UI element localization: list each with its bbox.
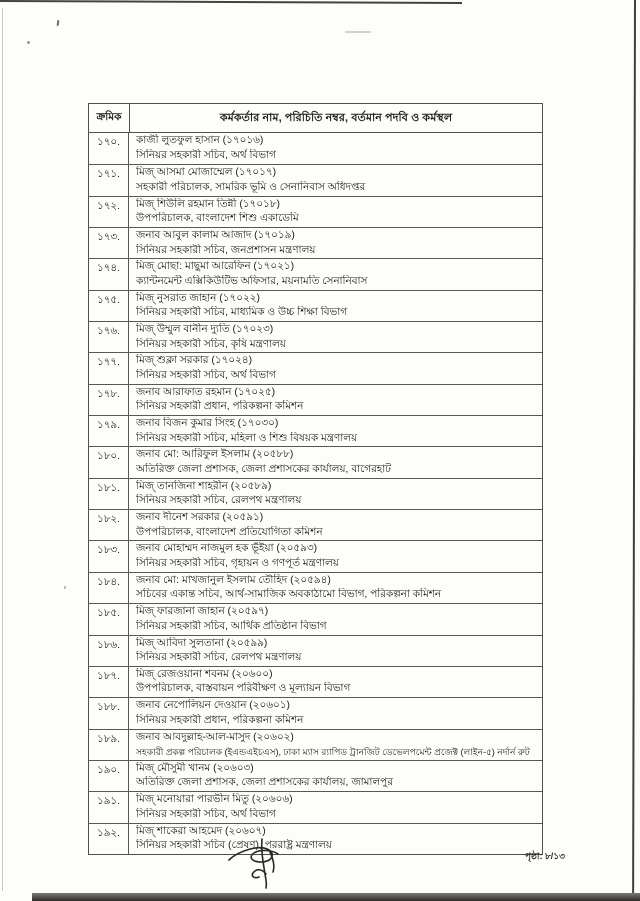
details-cell	[129, 573, 542, 603]
header-details: কর্মকর্তার নাম, পরিচিতি নম্বর, বর্তমান পদবি ও কর্মস্থল	[219, 111, 453, 124]
officer-name: মিজ্‌ শাকেরা আহমেদ (২০৬০৭)	[136, 825, 266, 837]
table-row	[89, 572, 542, 603]
details-cell	[129, 197, 542, 227]
table-row	[89, 352, 542, 383]
officer-position: উপপরিচালক, বাস্তবায়ন পরিবীক্ষণ ও মূল্যায়ন বিভাগ	[136, 683, 351, 695]
serial-cell: ১৯১.	[89, 792, 129, 822]
officer-name: মিজ্‌ তানজিনা শাহরীন (২০৫৮৯)	[136, 480, 272, 492]
officer-position: সিনিয়র সহকারী সচিব, অর্থ বিভাগ	[136, 149, 276, 161]
details-cell	[129, 792, 542, 822]
officer-name: কাজী লুতফুল হাসান (১৭০১৬)	[136, 135, 264, 146]
scan-speck	[64, 586, 66, 589]
serial-cell: ১৭০.	[89, 133, 129, 164]
table-row	[89, 540, 542, 571]
details-cell	[129, 636, 542, 666]
officer-position: অতিরিক্ত জেলা প্রশাসক, জেলা প্রশাসকের কার্যালয়, জামালপুর	[136, 777, 393, 789]
details-cell	[129, 730, 542, 760]
serial-cell: ১৮৫.	[89, 604, 129, 634]
serial-cell: ১৭৪.	[89, 259, 129, 289]
officer-position: সিনিয়র সহকারী সচিব, গৃহায়ন ও গণপূর্ত মন্ত্রণালয়	[136, 558, 339, 570]
table-row	[89, 196, 542, 227]
table-row	[89, 290, 542, 321]
scan-speck	[57, 20, 60, 26]
details-cell	[129, 667, 542, 697]
officer-position: অতিরিক্ত জেলা প্রশাসক, জেলা প্রশাসকের কার্যালয়, বাগেরহাট	[136, 464, 391, 476]
serial-cell: ১৭৩.	[89, 228, 129, 258]
officer-name: মিজ্‌ আবিদা সুলতানা (২০৫৯৯)	[136, 637, 268, 649]
details-cell	[129, 291, 542, 321]
scan-speck	[27, 41, 30, 44]
table-row	[89, 446, 542, 477]
details-cell	[129, 604, 542, 634]
details-cell	[129, 322, 542, 352]
officer-position: সহকারী পরিচালক, সামরিক ভূমি ও সেনানিবাস অধিদপ্তর	[136, 181, 366, 193]
officer-position: সহকারী প্রকল্প পরিচালক (ইএন্ডএইচএস), ঢাকা ম্যাস র‍্যাপিড ট্রানজিট ডেভেলপমেন্ট প্রজেক্ট (লাইন-৫) নর্দার্ন রুট	[136, 747, 530, 758]
officer-name: জনাব মোহাম্মদ নাজমুল হক ভূঁইয়া (২০৫৯৩)	[136, 543, 318, 555]
details-cell	[129, 385, 542, 415]
table-row	[89, 415, 542, 446]
officer-name: জনাব মো: আরিফুল ইসলাম (২০৫৮৮)	[136, 449, 294, 461]
details-cell	[129, 541, 542, 571]
details-cell	[129, 698, 542, 728]
table-row	[89, 164, 542, 195]
table-row	[89, 760, 542, 791]
officer-position: সিনিয়র সহকারী প্রধান, পরিকল্পনা কমিশন	[136, 714, 304, 726]
details-cell	[129, 447, 542, 477]
serial-cell: ১৭২.	[89, 197, 129, 227]
table-row	[89, 321, 542, 352]
details-cell	[129, 510, 542, 540]
table-row	[89, 603, 542, 634]
officer-name: জনাব আবদুল্লাহ-আল-মাসুদ (২০৬০২)	[136, 731, 294, 743]
serial-cell: ১৮৯.	[89, 730, 129, 760]
serial-cell: ১৮১.	[89, 479, 129, 509]
serial-cell: ১৮২.	[89, 510, 129, 540]
scan-edge-bottom	[32, 893, 640, 901]
scan-edge-right	[632, 0, 636, 893]
officer-name: মিজ্‌ মোছা: মাছুমা আরেফিন (১৭০২১)	[136, 261, 295, 273]
table-row	[89, 258, 542, 289]
scan-edge-top	[0, 0, 462, 4]
officer-position: সিনিয়র সহকারী সচিব, মাধ্যমিক ও উচ্চ শিক্ষা বিভাগ	[136, 307, 348, 319]
officer-name: মিজ্‌ উম্মুল বানীন দ্যুতি (১৭০২৩)	[136, 324, 274, 336]
officer-name: মিজ্‌ মৌসুমী খানম (২০৬০৩)	[136, 762, 254, 774]
details-cell	[129, 165, 542, 195]
table-row	[89, 791, 542, 822]
officer-position: সিনিয়র সহকারী সচিব, জনপ্রশাসন মন্ত্রণালয়	[136, 244, 316, 256]
officer-position: সচিবের একান্ত সচিব, আর্থ-সামাজিক অবকাঠামো বিভাগ, পরিকল্পনা কমিশন	[136, 589, 442, 601]
officer-position: ক্যান্টনমেন্ট এক্সিকিউটিভ অফিসার, ময়নামতি সেনানিবাস	[136, 275, 368, 287]
officer-table	[88, 103, 543, 855]
page-number: পৃষ্ঠা: ৮/১৩	[524, 851, 565, 861]
officer-position: সিনিয়র সহকারী সচিব, মহিলা ও শিশু বিষয়ক মন্ত্রণালয়	[136, 432, 358, 444]
serial-cell: ১৮৭.	[89, 667, 129, 697]
header-serial: ক্রমিক	[89, 104, 130, 132]
scan-smudge	[345, 31, 371, 33]
officer-name: মিজ্‌ ফারজানা জাহান (২০৫৯৭)	[136, 606, 269, 618]
serial-cell: ১৭৫.	[89, 291, 129, 321]
officer-name: মিজ্‌ শিউলি রহমান তিন্নী (১৭০১৮)	[136, 198, 281, 210]
officer-position: সিনিয়র সহকারী প্রধান, পরিকল্পনা কমিশন	[136, 401, 304, 413]
serial-cell: ১৮০.	[89, 447, 129, 477]
officer-name: মিজ্‌ আসমা মোজাম্মেল (১৭০১৭)	[136, 167, 277, 179]
officer-position: সিনিয়র সহকারী সচিব, রেলপথ মন্ত্রণালয়	[136, 495, 302, 507]
officer-position: সিনিয়র সহকারী সচিব, কৃষি মন্ত্রণালয়	[136, 338, 286, 350]
table-row	[89, 729, 542, 760]
table-row	[89, 666, 542, 697]
officer-position: উপপরিচালক, বাংলাদেশ শিশু একাডেমি	[136, 213, 299, 225]
details-cell	[129, 761, 542, 791]
officer-position: সিনিয়র সহকারী সচিব (প্রেষণ), পররাষ্ট্র মন্ত্রণালয়	[136, 840, 332, 852]
serial-cell: ১৯০.	[89, 761, 129, 791]
table-row	[89, 635, 542, 666]
officer-position: সিনিয়র সহকারী সচিব, অর্থ বিভাগ	[136, 808, 276, 820]
serial-cell: ১৮৮.	[89, 698, 129, 728]
officer-name: জনাব আবুল কালাম আজাদ (১৭০১৯)	[136, 230, 295, 242]
officer-name: মিজ্‌ নুসরাত জাহান (১৭০২২)	[136, 292, 260, 304]
table-row	[89, 509, 542, 540]
officer-name: মিজ্‌ শুক্লা সরকার (১৭০২৪)	[136, 355, 253, 367]
serial-cell: ১৭১.	[89, 165, 129, 195]
officer-name: জনাব দীনেশ সরকার (২০৫৯১)	[136, 512, 264, 524]
table-row	[89, 478, 542, 509]
officer-name: জনাব মো: মাখজানুল ইসলাম তৌহিদ (২০৫৯৪)	[136, 574, 331, 586]
officer-position: সিনিয়র সহকারী সচিব, অর্থ বিভাগ	[136, 370, 276, 381]
details-cell	[129, 479, 542, 509]
officer-name: জনাব আরাফাত রহমান (১৭০২৫)	[136, 386, 276, 398]
details-cell	[129, 416, 542, 446]
table-row	[89, 697, 542, 728]
officer-position: সিনিয়র সহকারী সচিব, রেলপথ মন্ত্রণালয়	[136, 652, 302, 664]
table-row	[89, 133, 542, 164]
signature-scribble	[226, 836, 290, 892]
table-body	[89, 133, 542, 854]
table-row	[89, 384, 542, 415]
details-cell	[129, 228, 542, 258]
officer-name: জনাব বিজন কুমার সিংহ (১৭০৩০)	[136, 418, 279, 430]
table-row	[89, 227, 542, 258]
serial-cell: ১৭৬.	[89, 322, 129, 352]
officer-position: উপপরিচালক, বাংলাদেশ প্রতিযোগিতা কমিশন	[136, 526, 323, 538]
serial-cell: ১৭৯.	[89, 416, 129, 446]
officer-name: জনাব নেপোলিয়ন দেওয়ান (২০৬০১)	[136, 700, 290, 712]
scan-edge-left	[2, 8, 3, 891]
officer-name: মিজ্‌ মনোয়ারা পারভীন মিতু (২০৬০৬)	[136, 794, 293, 806]
serial-cell: ১৮৩.	[89, 541, 129, 571]
serial-cell: ১৮৪.	[89, 573, 129, 603]
serial-cell: ১৭৮.	[89, 385, 129, 415]
serial-cell: ১৯২.	[89, 824, 129, 854]
details-cell	[129, 133, 542, 164]
serial-cell: ১৮৬.	[89, 636, 129, 666]
table-header-row	[89, 104, 542, 133]
details-cell	[129, 259, 542, 289]
details-cell	[129, 353, 542, 383]
serial-cell: ১৭৭.	[89, 353, 129, 383]
officer-name: মিজ্‌ রেজওয়ানা শবনম (২০৬০০)	[136, 668, 273, 680]
officer-position: সিনিয়র সহকারী সচিব, আর্থিক প্রতিষ্ঠান বিভাগ	[136, 620, 327, 632]
